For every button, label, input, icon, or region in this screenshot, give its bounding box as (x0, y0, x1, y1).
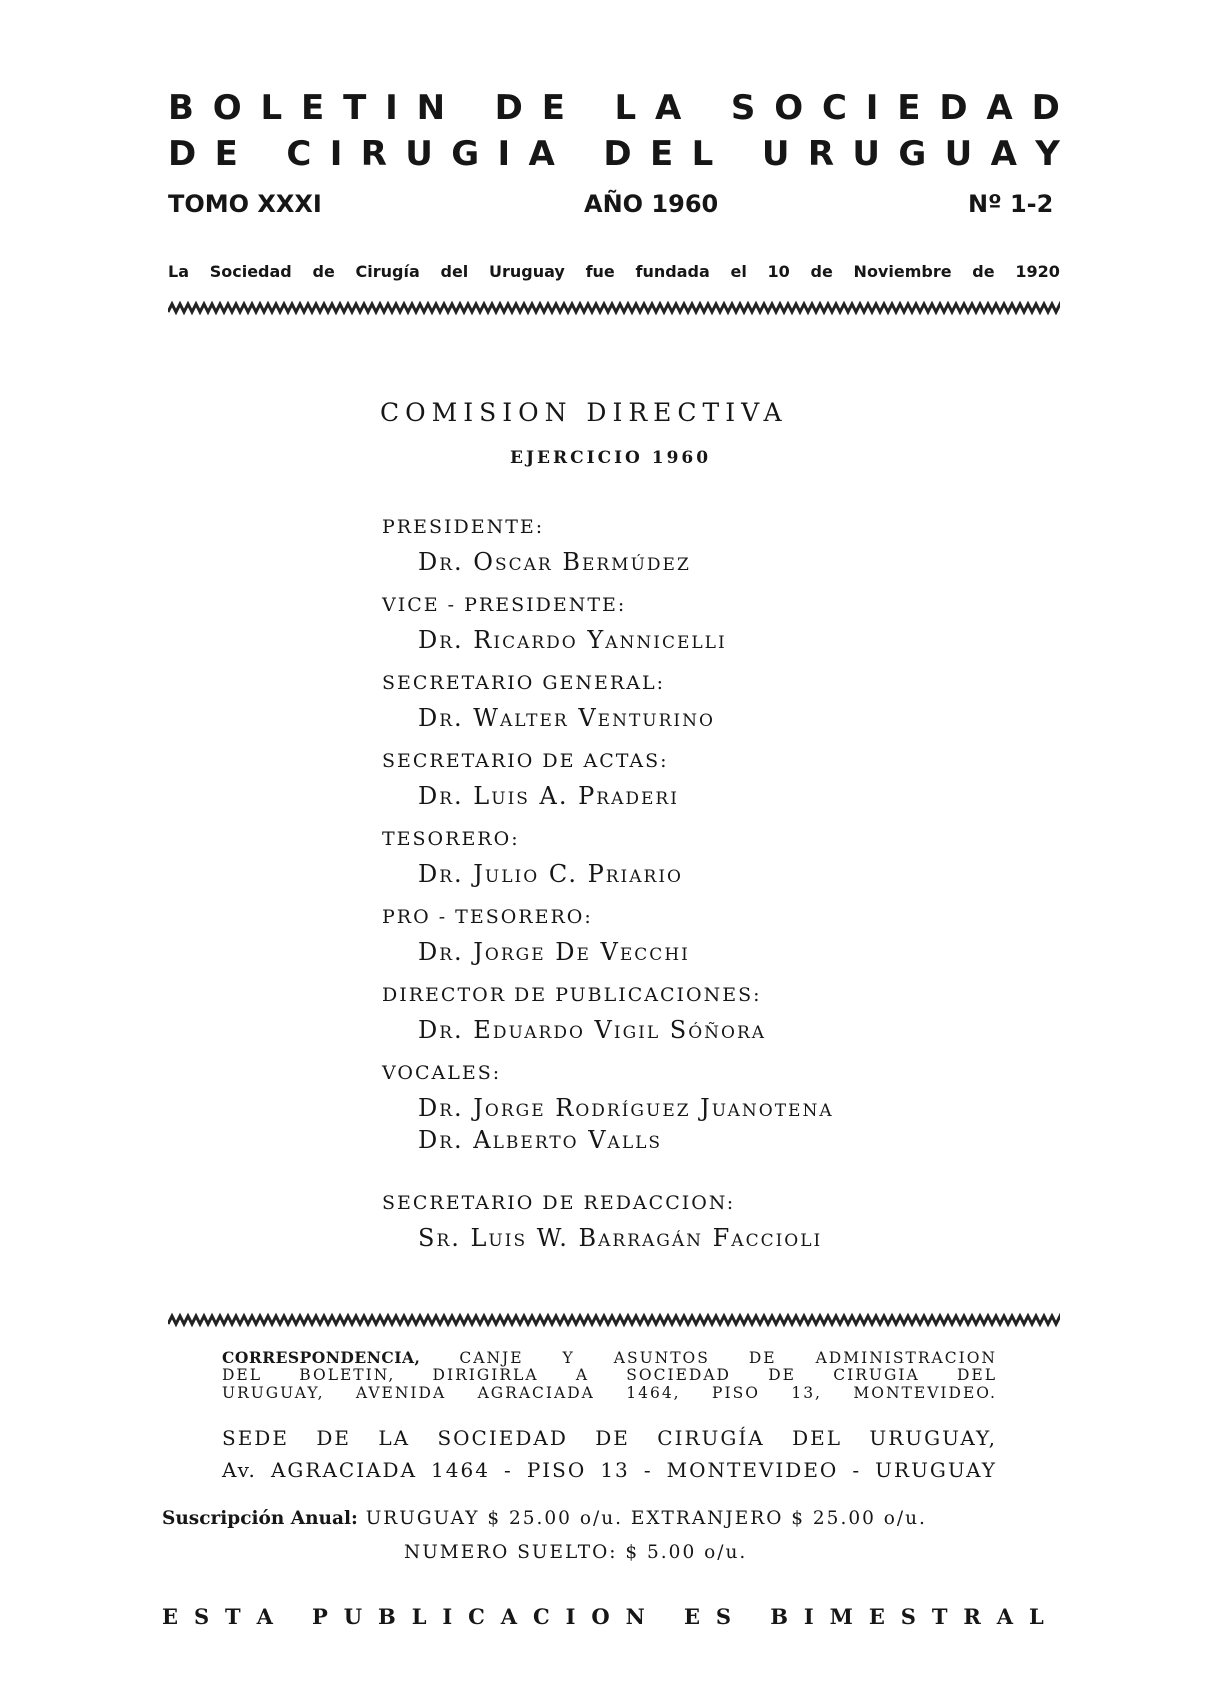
letter: I (497, 134, 511, 174)
letter: D (939, 88, 968, 128)
letter (289, 1604, 296, 1629)
letter: G (451, 134, 480, 174)
founded-word: Cirugía (355, 262, 420, 281)
name-tesorero: Dr. Julio C. Priario (418, 860, 683, 888)
name-vocal-2: Dr. Alberto Valls (418, 1126, 663, 1154)
correspondencia-line-1 (222, 1349, 997, 1367)
suscripcion-text: URUGUAY $ 25.00 o/u. EXTRANJERO $ 25.00 o/u. (365, 1508, 927, 1529)
ejercicio-subtitle: EJERCICIO 1960 (510, 448, 712, 468)
numero-suelto: NUMERO SUELTO: $ 5.00 o/u. (404, 1542, 748, 1563)
letter: A (256, 1604, 273, 1629)
ornamental-rule-bottom (168, 1312, 1060, 1328)
letter: I (385, 88, 398, 128)
letter: L (1029, 1604, 1044, 1629)
letter: E (162, 1604, 179, 1629)
letter: E (650, 134, 674, 174)
founded-word: La (168, 262, 189, 281)
founded-word: de (810, 262, 833, 281)
journal-title-line-1 (168, 88, 1060, 128)
letter: P (312, 1604, 328, 1629)
founded-word: fue (585, 262, 615, 281)
letter (661, 1604, 668, 1629)
letter: S (715, 1604, 732, 1629)
letter: M (829, 1604, 853, 1629)
letter: T (225, 1604, 241, 1629)
letter: N (625, 1604, 645, 1629)
letter (464, 88, 476, 128)
letter (573, 134, 585, 174)
letter: T (931, 1604, 948, 1629)
suscripcion-line (162, 1508, 927, 1529)
name-pro-tesorero: Dr. Jorge De Vecchi (418, 938, 690, 966)
letter: O (212, 88, 242, 128)
founded-line (168, 262, 1060, 281)
letter: A (655, 88, 682, 128)
letter: O (591, 1604, 610, 1629)
letter: D (603, 134, 632, 174)
letter: C (821, 88, 847, 128)
letter: I (565, 1604, 576, 1629)
anio-label: AÑO 1960 (584, 190, 719, 218)
letter: C (286, 134, 312, 174)
letter: A (990, 134, 1017, 174)
letter: E (897, 88, 921, 128)
letter: A (528, 134, 555, 174)
role-pro-tesorero: PRO - TESORERO: (382, 906, 593, 928)
letter: I (329, 134, 343, 174)
letter: C (468, 1604, 485, 1629)
name-vice-presidente: Dr. Ricardo Yannicelli (418, 626, 727, 654)
letter: O (774, 88, 804, 128)
role-tesorero: TESORERO: (382, 828, 520, 850)
letter: I (442, 1604, 453, 1629)
letter: A (986, 88, 1013, 128)
letter: E (683, 1604, 700, 1629)
letter: S (730, 88, 756, 128)
letter: I (865, 88, 879, 128)
letter: R (963, 1604, 981, 1629)
founded-word: 1920 (1015, 262, 1060, 281)
letter: G (898, 134, 927, 174)
letter: D (168, 134, 197, 174)
correspondencia-line-3: URUGUAY, AVENIDA AGRACIADA 1464, PISO 13, MONTEVIDEO. (222, 1384, 997, 1402)
sede-line-1: SEDE DE LA SOCIEDAD DE CIRUGÍA DEL URUGUAY, (222, 1426, 997, 1450)
ornamental-rule-top (168, 300, 1060, 316)
founded-word: el (730, 262, 747, 281)
letter: A (996, 1604, 1014, 1629)
role-presidente: PRESIDENTE: (382, 516, 545, 538)
role-secretario-redaccion: SECRETARIO DE REDACCION: (382, 1192, 736, 1214)
letter: A (500, 1604, 518, 1629)
founded-word: del (440, 262, 469, 281)
letter (732, 134, 744, 174)
letter: L (411, 1604, 427, 1629)
founded-word: de (972, 262, 995, 281)
letter: Y (1035, 134, 1060, 174)
letter: I (803, 1604, 814, 1629)
letter: N (416, 88, 446, 128)
letter: E (541, 88, 565, 128)
founded-word: Uruguay (489, 262, 565, 281)
name-presidente: Dr. Oscar Bermúdez (418, 548, 691, 576)
letter: U (343, 1604, 363, 1629)
name-secretario-redaccion: Sr. Luis W. Barragán Faccioli (418, 1224, 823, 1252)
letter: S (900, 1604, 916, 1629)
letter: B (378, 1604, 396, 1629)
letter: B (168, 88, 194, 128)
letter: U (944, 134, 973, 174)
founded-word: 10 (767, 262, 790, 281)
letter (700, 88, 712, 128)
role-director-publicaciones: DIRECTOR DE PUBLICACIONES: (382, 984, 762, 1006)
letter: L (691, 134, 714, 174)
letter: L (614, 88, 637, 128)
letter: D (1031, 88, 1060, 128)
letter: S (193, 1604, 210, 1629)
footer-bimestral (162, 1604, 1044, 1629)
letter: E (214, 134, 238, 174)
role-secretario-actas: SECRETARIO DE ACTAS: (382, 750, 669, 772)
letter (256, 134, 268, 174)
letter: B (770, 1604, 788, 1629)
letter: R (360, 134, 387, 174)
letter: T (343, 88, 367, 128)
name-secretario-actas: Dr. Luis A. Praderi (418, 782, 679, 810)
letter: L (260, 88, 283, 128)
numero-label: Nº 1-2 (968, 190, 1054, 218)
name-vocal-1: Dr. Jorge Rodríguez Juanotena (418, 1094, 834, 1122)
letter: C (532, 1604, 550, 1629)
name-secretario-general: Dr. Walter Venturino (418, 704, 715, 732)
founded-word: de (312, 262, 335, 281)
letter (584, 88, 596, 128)
letter: R (807, 134, 834, 174)
founded-word: fundada (635, 262, 710, 281)
name-director-publicaciones: Dr. Eduardo Vigil Sóñora (418, 1016, 767, 1044)
sede-line-2: Av. AGRACIADA 1464 - PISO 13 - MONTEVIDEO - URUGUAY (222, 1458, 997, 1482)
founded-word: Sociedad (209, 262, 292, 281)
correspondencia-line-1-rest: CANJE Y ASUNTOS DE ADMINISTRACION (459, 1349, 997, 1367)
correspondencia-lead: CORRESPONDENCIA, (222, 1348, 421, 1367)
letter: U (852, 134, 880, 174)
journal-title-line-2 (168, 134, 1060, 174)
tomo-label: TOMO XXXI (168, 190, 322, 218)
comision-title: COMISION DIRECTIVA (380, 398, 788, 427)
correspondencia-line-2: DEL BOLETIN, DIRIGIRLA A SOCIEDAD DE CIRUGIA DEL (222, 1366, 997, 1384)
letter: D (494, 88, 523, 128)
letter: U (405, 134, 433, 174)
letter (747, 1604, 754, 1629)
letter: E (868, 1604, 885, 1629)
suscripcion-label: Suscripción Anual: (162, 1508, 358, 1529)
letter: U (761, 134, 790, 174)
role-vice-presidente: VICE - PRESIDENTE: (382, 594, 627, 616)
letter: E (301, 88, 325, 128)
role-secretario-general: SECRETARIO GENERAL: (382, 672, 665, 694)
founded-word: Noviembre (853, 262, 952, 281)
role-vocales: VOCALES: (382, 1062, 502, 1084)
